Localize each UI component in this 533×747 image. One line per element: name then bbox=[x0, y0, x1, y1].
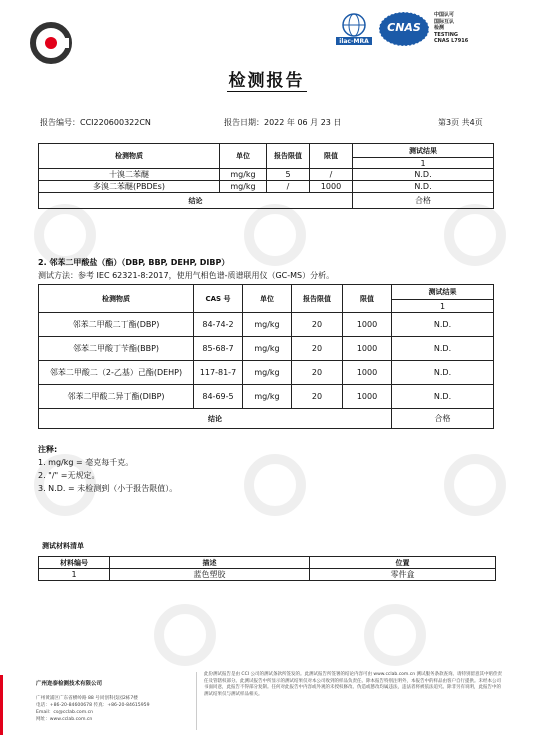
accreditation-line: CNAS L7916 bbox=[434, 38, 469, 44]
cell-unit: mg/kg bbox=[243, 361, 292, 385]
cell-unit: mg/kg bbox=[220, 181, 267, 193]
col-header-location: 位置 bbox=[310, 557, 496, 569]
conclusion-label: 结论 bbox=[39, 193, 353, 209]
sample-number: 1 bbox=[353, 158, 494, 169]
cell-cas: 84-74-2 bbox=[194, 313, 243, 337]
cell-result: N.D. bbox=[392, 361, 494, 385]
table-row bbox=[39, 385, 494, 409]
cell-report-limit: 20 bbox=[292, 313, 343, 337]
accreditation-text bbox=[434, 12, 468, 45]
test-method: 测试方法：参考 IEC 62321-8:2017，使用气相色谱-质谱联用仪（GC-MS）分析。 bbox=[38, 271, 335, 280]
cell-cas: 85-68-7 bbox=[194, 337, 243, 361]
watermark-logo-icon bbox=[360, 600, 430, 670]
col-header-unit: 单位 bbox=[220, 144, 267, 169]
cell-unit: mg/kg bbox=[243, 385, 292, 409]
cell-limit: 1000 bbox=[343, 385, 392, 409]
footer-accent-bar bbox=[0, 675, 3, 735]
table-row bbox=[39, 181, 494, 193]
cell-material-no: 1 bbox=[39, 569, 110, 581]
cell-result: N.D. bbox=[392, 313, 494, 337]
materials-table bbox=[38, 556, 496, 581]
col-header-substance: 检测物质 bbox=[39, 144, 220, 169]
watermark-logo-icon bbox=[440, 450, 510, 520]
cell-cas: 84-69-5 bbox=[194, 385, 243, 409]
cell-description: 蓝色塑胶 bbox=[110, 569, 310, 581]
cell-result: N.D. bbox=[353, 181, 494, 193]
cell-result: N.D. bbox=[392, 337, 494, 361]
table-row bbox=[39, 361, 494, 385]
table-row bbox=[39, 569, 496, 581]
col-header-result: 测试结果 bbox=[392, 285, 494, 300]
footer-phone: 电话：+86-20-84600678 传真：+86-20-84615959 bbox=[36, 703, 150, 708]
cell-limit: 1000 bbox=[343, 313, 392, 337]
cell-limit: 1000 bbox=[343, 361, 392, 385]
conclusion-row bbox=[39, 409, 494, 429]
accreditation-line: 中国认可 bbox=[434, 12, 455, 18]
col-header-report-limit: 报告限值 bbox=[292, 285, 343, 313]
phthalate-results-table bbox=[38, 284, 494, 429]
report-number: 报告编号：CCI220600322CN bbox=[40, 118, 151, 127]
cell-substance: 邻苯二甲酸二丁酯(DBP) bbox=[39, 313, 194, 337]
accreditation-line: TESTING bbox=[434, 31, 458, 38]
ilac-mra-label: ilac-MRA bbox=[339, 38, 369, 45]
section-title: 2. 邻苯二甲酸盐（酯）（DBP, BBP, DEHP, DIBP） bbox=[38, 258, 230, 267]
conclusion-value: 合格 bbox=[353, 193, 494, 209]
col-header-report-limit: 报告限值 bbox=[267, 144, 310, 169]
col-header-unit: 单位 bbox=[243, 285, 292, 313]
report-title-text: 检测报告 bbox=[228, 71, 305, 91]
conclusion-row bbox=[39, 193, 494, 209]
cell-report-limit: 20 bbox=[292, 337, 343, 361]
accreditation-line: 国际互认 bbox=[434, 18, 455, 25]
footer-address: 广州黄浦区广东省横岭路 88 号同创科技园2栋7楼 bbox=[36, 696, 138, 701]
note-item: 2. "/" =无规定。 bbox=[38, 471, 100, 480]
footer-divider bbox=[196, 672, 197, 730]
cell-result: N.D. bbox=[353, 169, 494, 181]
watermark-logo-icon bbox=[150, 600, 220, 670]
cell-location: 零件盒 bbox=[310, 569, 496, 581]
cell-unit: mg/kg bbox=[243, 337, 292, 361]
report-date: 报告日期：2022 年 06 月 23 日 bbox=[224, 118, 342, 127]
pbde-results-table bbox=[38, 143, 494, 209]
cell-substance: 邻苯二甲酸二异丁酯(DIBP) bbox=[39, 385, 194, 409]
footer-website: 网址：www.cclab.com.cn bbox=[36, 717, 93, 722]
materials-title: 测试材料清单 bbox=[42, 542, 84, 550]
page-number: 第3页 共4页 bbox=[438, 118, 483, 127]
watermark-logo-icon bbox=[240, 200, 310, 270]
table-row bbox=[39, 169, 494, 181]
cell-substance: 邻苯二甲酸丁苄酯(BBP) bbox=[39, 337, 194, 361]
note-item: 3. N.D. = 未检测到（小于报告限值）。 bbox=[38, 484, 178, 493]
report-title bbox=[0, 66, 533, 91]
sample-number: 1 bbox=[392, 300, 494, 313]
cell-limit: 1000 bbox=[310, 181, 353, 193]
cell-substance: 邻苯二甲酸二（2-乙基）己酯(DEHP) bbox=[39, 361, 194, 385]
col-header-substance: 检测物质 bbox=[39, 285, 194, 313]
cell-report-limit: 20 bbox=[292, 385, 343, 409]
note-item: 1. mg/kg = 毫克每千克。 bbox=[38, 458, 134, 467]
col-header-cas: CAS 号 bbox=[194, 285, 243, 313]
notes bbox=[38, 443, 177, 495]
cell-unit: mg/kg bbox=[243, 313, 292, 337]
table-row bbox=[39, 313, 494, 337]
conclusion-value: 合格 bbox=[392, 409, 494, 429]
table-row bbox=[39, 337, 494, 361]
company-logo-icon bbox=[28, 20, 74, 66]
cell-limit: / bbox=[310, 169, 353, 181]
col-header-limit: 限值 bbox=[310, 144, 353, 169]
col-header-material-no: 材料编号 bbox=[39, 557, 110, 569]
cell-substance: 十溴二苯醚 bbox=[39, 169, 220, 181]
watermark-logo-icon bbox=[440, 200, 510, 270]
cnas-label: CNAS bbox=[387, 21, 421, 34]
watermark-logo-icon bbox=[240, 450, 310, 520]
cell-cas: 117-81-7 bbox=[194, 361, 243, 385]
col-header-result: 测试结果 bbox=[353, 144, 494, 158]
conclusion-label: 结论 bbox=[39, 409, 392, 429]
cell-result: N.D. bbox=[392, 385, 494, 409]
notes-title: 注释: bbox=[38, 445, 58, 454]
col-header-limit: 限值 bbox=[343, 285, 392, 313]
footer-company-info bbox=[36, 679, 191, 723]
cell-limit: 1000 bbox=[343, 337, 392, 361]
cell-report-limit: / bbox=[267, 181, 310, 193]
footer-email: Email：cs@cclab.com.cn bbox=[36, 710, 94, 715]
footer-disclaimer: 此份测试报告是由 CCI 公司的测试条款所签发的。此测试报告所签署的结论内容可由 www.cclab.com.cn 测试服务条款查询。请特别留意其中赔偿责任及管辖权部分。此测试报告中所显示的测试结果仅对本公司收到的样品负责任。除本报告特别注明外，本报告中的样品由客户自行提供。未经本公司书面同意，此报告不得部分复制。任何对此报告中内容或外观的未授权修改、伪造或篡改均属违法，违法者将被依法追究。除非另有说明，此报告中的测试结果仅与测试样品相关。 bbox=[204, 672, 502, 697]
accreditation-line: 检测 bbox=[434, 25, 445, 31]
cell-unit: mg/kg bbox=[220, 169, 267, 181]
footer-company-name: 广州迩泰检测技术有限公司 bbox=[36, 681, 103, 687]
cell-substance: 多溴二苯醚(PBDEs) bbox=[39, 181, 220, 193]
cell-report-limit: 5 bbox=[267, 169, 310, 181]
col-header-description: 描述 bbox=[110, 557, 310, 569]
cell-report-limit: 20 bbox=[292, 361, 343, 385]
